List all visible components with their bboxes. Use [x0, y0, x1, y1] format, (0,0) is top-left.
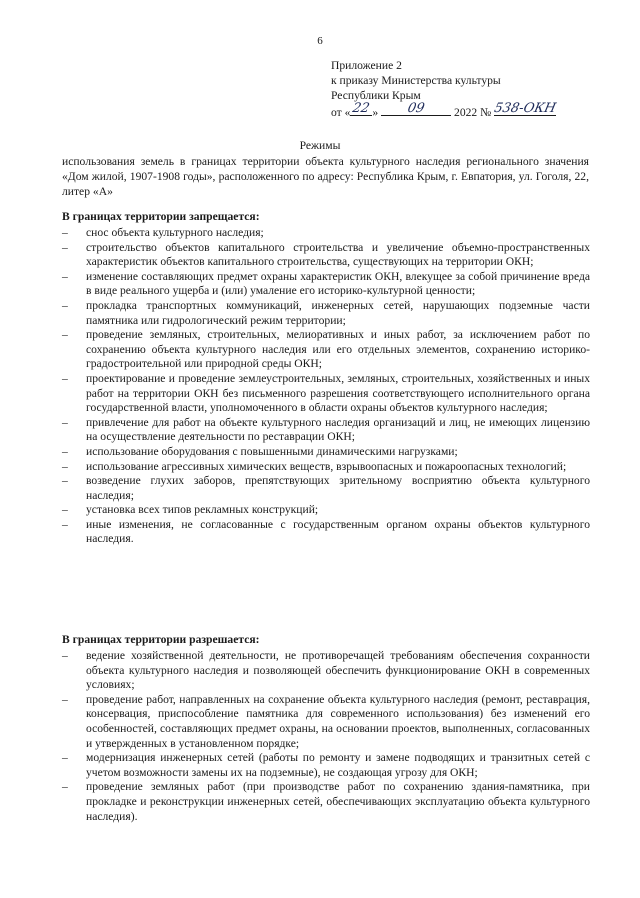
list-bullet: –	[62, 751, 68, 765]
document-intro: использования земель в границах территории объекта культурного наследия регионального значения «Дом жилой, 1907-1908 годы», расположенного по адресу: Республика Крым, г. Евпатория, ул. Гоголя, 22, литер «А»	[62, 155, 589, 198]
from-label: от «	[331, 106, 351, 119]
handwritten-month: 09	[406, 101, 426, 116]
prohibited-list	[62, 226, 590, 547]
list-item	[62, 445, 590, 460]
list-bullet: –	[62, 240, 68, 254]
prohibited-heading: В границах территории запрещается:	[62, 210, 260, 223]
list-item	[62, 649, 590, 693]
year-number-label: 2022 №	[454, 106, 492, 119]
list-bullet: –	[62, 649, 68, 662]
appendix-line-1: Приложение 2	[331, 59, 402, 72]
list-item-text: прокладка транспортных коммуникаций, инженерных сетей, нарушающих подземные части памятника или гидрологический режим территории;	[86, 298, 590, 327]
appendix-line-3: Республики Крым	[331, 89, 421, 102]
permitted-list	[62, 649, 590, 824]
list-bullet: –	[62, 444, 68, 458]
list-bullet: –	[62, 517, 68, 531]
list-item-text: модернизация инженерных сетей (работы по ремонту и замене подводящих и транзитных сетей с учетом возможности замены их на подземные), не создающая угрозу для ОКН;	[86, 751, 590, 779]
list-item-text: проектирование и проведение землеустроительных, земляных, строительных, хозяйственных и иных работ на территории ОКН без письменного разрешения соответствующего исполнительного органа государственной власти, уполномоченного в области охраны объектов культурного наследия;	[86, 371, 590, 415]
list-bullet: –	[62, 474, 68, 488]
list-item-text: иные изменения, не согласованные с государственным органом охраны объектов культурного наследия.	[86, 517, 590, 546]
list-item	[62, 299, 590, 328]
list-item-text: проведение земляных работ (при производстве работ по сохранению здания-памятника, при прокладке и реконструкции инженерных сетей, обеспечивающих эксплуатацию объекта культурного наследия).	[86, 780, 590, 823]
list-bullet: –	[62, 298, 68, 312]
list-item-text: снос объекта культурного наследия;	[86, 226, 264, 239]
list-item	[62, 780, 590, 824]
list-bullet: –	[62, 371, 68, 385]
list-item	[62, 328, 590, 372]
appendix-block	[331, 58, 611, 120]
appendix-date-line	[331, 103, 611, 120]
list-item-text: строительство объектов капитального строительства и увеличение объемно-пространственных характеристик объектов капитального строительства, существующих на территории ОКН;	[86, 240, 590, 269]
list-item-text: изменение составляющих предмет охраны характеристик ОКН, влекущее за собой причинение вреда в виде реального ущерба и (или) умаление его историко-культурной ценности;	[86, 269, 590, 298]
handwritten-day: 22	[351, 101, 372, 116]
list-bullet: –	[62, 415, 68, 429]
list-bullet: –	[62, 503, 68, 517]
quote-close: »	[372, 106, 379, 119]
list-item	[62, 518, 590, 547]
list-item	[62, 474, 590, 503]
list-bullet: –	[62, 459, 68, 473]
list-item-text: проведение земляных, строительных, мелиоративных и иных работ, за исключением работ по сохранению объекта культурного наследия или его отдельных элементов, сохранению историко-градостроительной или природной среды ОКН;	[86, 328, 590, 371]
list-item-text: установка всех типов рекламных конструкций;	[86, 503, 319, 517]
list-bullet: –	[62, 692, 68, 706]
page-number: 6	[317, 35, 323, 47]
list-item-text: возведение глухих заборов, препятствующих зрительному восприятию объекта культурного наследия;	[86, 474, 590, 502]
list-item	[62, 693, 590, 751]
permitted-heading: В границах территории разрешается:	[62, 633, 260, 646]
list-bullet: –	[62, 226, 68, 239]
list-item	[62, 416, 590, 445]
list-item-text: использование оборудования с повышенными динамическими нагрузками;	[86, 444, 458, 458]
list-item	[62, 751, 590, 780]
list-item	[62, 503, 590, 518]
list-item-text: использование агрессивных химических веществ, взрывоопасных и пожароопасных технологий;	[86, 459, 567, 473]
list-item	[62, 226, 590, 241]
day-field	[350, 103, 372, 116]
list-item	[62, 270, 590, 299]
month-field	[381, 103, 451, 116]
list-item-text: привлечение для работ на объекте культурного наследия организаций и лиц, не имеющих лицензию на осуществление деятельности по реставрации ОКН;	[86, 415, 590, 444]
list-item	[62, 372, 590, 416]
handwritten-order-number: 538-ОКН	[492, 101, 558, 116]
list-item-text: ведение хозяйственной деятельности, не противоречащей требованиям обеспечения сохранности объекта культурного наследия и позволяющей обеспечить функционирование ОКН в современных условиях;	[86, 649, 590, 692]
list-item	[62, 241, 590, 270]
list-item-text: проведение работ, направленных на сохранение объекта культурного наследия (ремонт, реставрация, консервация, приспособление памятника для современного использования) без изменений его особенностей, составляющих предмет охраны, на основании проектов, выполненных, согласованных и утвержденных в установленном порядке;	[86, 692, 590, 750]
document-title: Режимы	[299, 139, 341, 152]
appendix-line-2: к приказу Министерства культуры	[331, 74, 501, 87]
list-bullet: –	[62, 269, 68, 283]
list-item	[62, 460, 590, 475]
list-bullet: –	[62, 328, 68, 342]
list-bullet: –	[62, 780, 68, 794]
order-number-field	[494, 103, 556, 116]
